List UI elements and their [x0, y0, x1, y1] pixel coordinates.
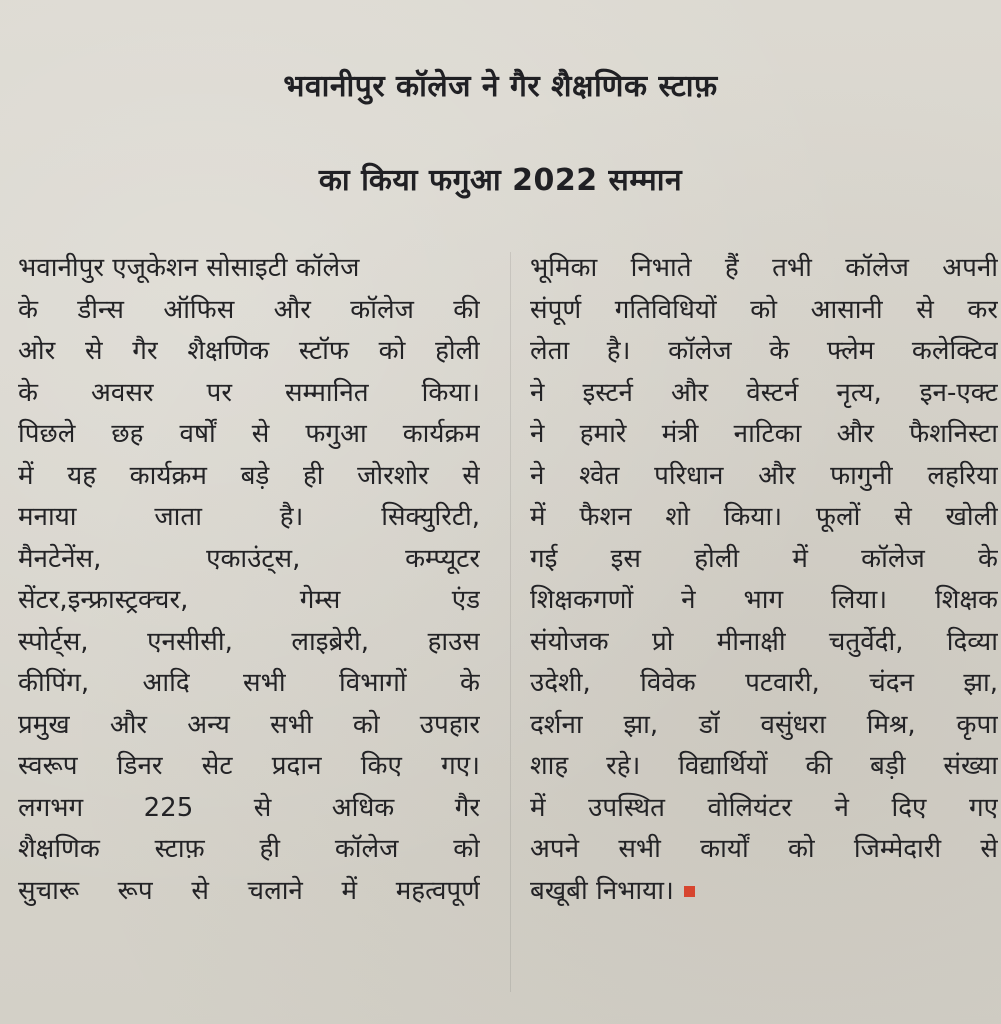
end-of-article-mark [684, 886, 695, 897]
article-line: भूमिका निभाते हैं तभी कॉलेज अपनी [530, 253, 998, 283]
article-line: मैनटेनेंस, एकाउंट्स, कम्प्यूटर [18, 543, 480, 574]
article-line: शिक्षकगणों ने भाग लिया। शिक्षक [530, 585, 998, 615]
column-gutter [510, 252, 511, 992]
article-line: भवानीपुर एजूकेशन सोसाइटी कॉलेज [18, 253, 360, 283]
article-line: ने इस्टर्न और वेस्टर्न नृत्य, इन-एक्ट [530, 377, 998, 408]
article-line: दर्शना झा, डॉ वसुंधरा मिश्र, कृपा [530, 709, 998, 740]
article-line: में फैशन शो किया। फूलों से खोली [530, 502, 998, 532]
article-body [18, 248, 998, 1018]
article-line: सेंटर,इन्फ्रास्ट्रक्चर, गेम्स एंड [18, 585, 480, 615]
article-line: पिछले छह वर्षों से फगुआ कार्यक्रम [18, 419, 480, 449]
article-line: के डीन्स ऑफिस और कॉलेज की [18, 294, 480, 325]
article-line: में यह कार्यक्रम बड़े ही जोरशोर से [18, 460, 480, 491]
headline-line-1: भवानीपुर कॉलेज ने गैर शैक्षणिक स्टाफ़ [283, 69, 718, 104]
article-line: स्पोर्ट्स, एनसीसी, लाइब्रेरी, हाउस [18, 626, 480, 657]
article-line: गई इस होली में कॉलेज के [530, 543, 998, 574]
article-column-right [530, 248, 998, 912]
article-line: लगभग 225 से अधिक गैर [18, 792, 480, 823]
article-line: स्वरूप डिनर सेट प्रदान किए गए। [18, 751, 480, 781]
article-line: ने श्वेत परिधान और फागुनी लहरिया [530, 460, 998, 491]
headline [0, 40, 1001, 228]
article-line: शैक्षणिक स्टाफ़ ही कॉलेज को [18, 834, 480, 864]
article-line: शाह रहे। विद्यार्थियों की बड़ी संख्या [530, 751, 998, 781]
article-line: प्रमुख और अन्य सभी को उपहार [18, 709, 480, 740]
article-line: लेता है। कॉलेज के फ्लेम कलेक्टिव [530, 336, 998, 366]
article-line: संयोजक प्रो मीनाक्षी चतुर्वेदी, दिव्या [530, 626, 998, 657]
article-line: उदेशी, विवेक पटवारी, चंदन झा, [530, 668, 998, 698]
article-line: अपने सभी कार्यों को जिम्मेदारी से [530, 834, 998, 864]
article-last-line [530, 871, 998, 913]
article-line: कीपिंग, आदि सभी विभागों के [18, 668, 480, 698]
article-line: सुचारू रूप से चलाने में महत्वपूर्ण [18, 875, 480, 906]
article-line: में उपस्थित वोलियंटर ने दिए गए [530, 792, 998, 823]
article-line: ओर से गैर शैक्षणिक स्टॉफ को होली [18, 336, 480, 366]
article-line: के अवसर पर सम्मानित किया। [18, 377, 480, 408]
article-column-left [18, 248, 480, 912]
article-line: मनाया जाता है। सिक्युरिटी, [18, 502, 480, 532]
article-line: संपूर्ण गतिविधियों को आसानी से कर [530, 294, 998, 325]
headline-line-2: का किया फगुआ 2022 सम्मान [318, 163, 683, 198]
article-line-text: बखूबी निभाया। [530, 875, 674, 906]
article-line: ने हमारे मंत्री नाटिका और फैशनिस्टा [530, 419, 998, 449]
